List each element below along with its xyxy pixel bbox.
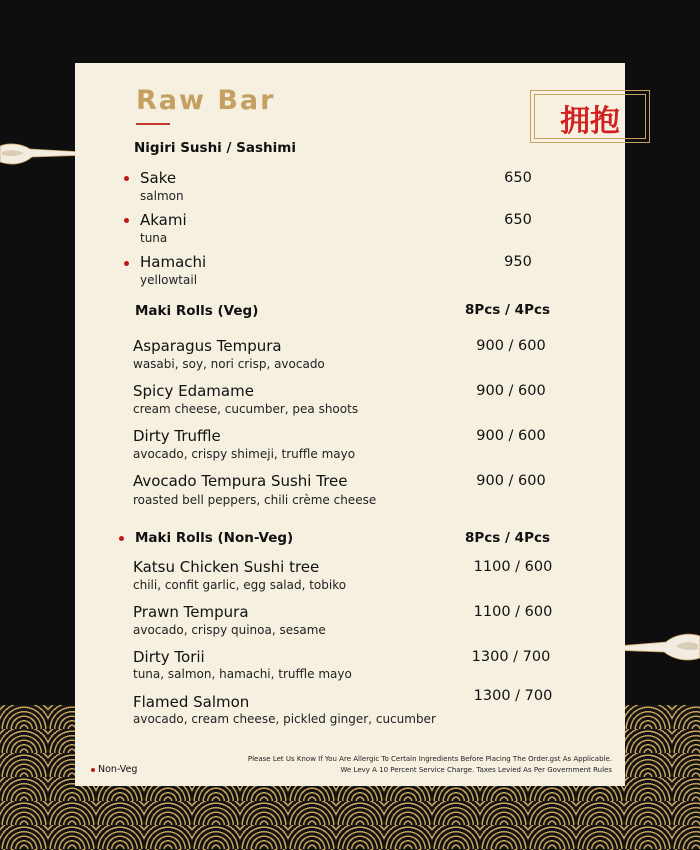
item-name: Akami bbox=[140, 211, 187, 229]
non-veg-dot-icon bbox=[119, 536, 124, 541]
item-name: Hamachi bbox=[140, 253, 207, 271]
item-description: chili, confit garlic, egg salad, tobiko bbox=[133, 578, 347, 592]
item-name: Avocado Tempura Sushi Tree bbox=[133, 472, 348, 490]
item-description: tuna bbox=[140, 231, 168, 245]
item-name: Sake bbox=[140, 169, 177, 187]
item-description: avocado, crispy shimeji, truffle mayo bbox=[133, 447, 356, 461]
item-name: Dirty Truffle bbox=[133, 427, 221, 445]
legend-non-veg bbox=[91, 764, 137, 775]
item-description: salmon bbox=[140, 189, 184, 203]
item-price: 1300 / 700 bbox=[471, 649, 551, 665]
section-heading-veg: Maki Rolls (Veg) bbox=[135, 303, 259, 319]
item-name: Spicy Edamame bbox=[133, 382, 254, 400]
item-name: Dirty Torii bbox=[133, 648, 205, 666]
allergy-note: Please Let Us Know If You Are Allergic To Certain Ingredients Before Placing The Order.gst As Applicable. bbox=[247, 755, 612, 763]
item-price: 950 bbox=[504, 254, 532, 270]
item-name: Asparagus Tempura bbox=[133, 337, 282, 355]
logo-frame bbox=[530, 90, 650, 143]
item-name: Prawn Tempura bbox=[133, 603, 249, 621]
non-veg-dot-icon bbox=[91, 768, 95, 772]
item-price: 900 / 600 bbox=[476, 383, 546, 399]
title-underline bbox=[136, 123, 170, 125]
portion-header: 8Pcs / 4Pcs bbox=[465, 530, 550, 546]
item-name: Flamed Salmon bbox=[133, 693, 250, 711]
item-description: cream cheese, cucumber, pea shoots bbox=[133, 402, 359, 416]
menu-title: Raw Bar bbox=[136, 85, 276, 116]
item-price: 650 bbox=[504, 212, 532, 228]
item-description: avocado, crispy quinoa, sesame bbox=[133, 623, 326, 637]
section-heading-nigiri: Nigiri Sushi / Sashimi bbox=[134, 140, 296, 156]
item-description: avocado, cream cheese, pickled ginger, cucumber bbox=[133, 712, 436, 726]
service-charge-note: We Levy A 10 Percent Service Charge. Taxes Levied As Per Government Rules bbox=[340, 766, 612, 774]
item-price: 650 bbox=[504, 170, 532, 186]
item-description: wasabi, soy, nori crisp, avocado bbox=[133, 357, 325, 371]
item-description: yellowtail bbox=[140, 273, 198, 287]
section-heading-nonveg: Maki Rolls (Non-Veg) bbox=[135, 530, 294, 546]
item-price: 1100 / 600 bbox=[473, 559, 553, 575]
item-price: 900 / 600 bbox=[476, 428, 546, 444]
portion-header: 8Pcs / 4Pcs bbox=[465, 302, 550, 318]
brand-logo: 拥抱 bbox=[560, 104, 620, 139]
item-description: roasted bell peppers, chili crème cheese bbox=[133, 493, 377, 507]
item-price: 900 / 600 bbox=[476, 473, 546, 489]
item-price: 1100 / 600 bbox=[473, 604, 553, 620]
item-description: tuna, salmon, hamachi, truffle mayo bbox=[133, 667, 352, 681]
item-price: 1300 / 700 bbox=[473, 688, 553, 704]
legend-label: Non-Veg bbox=[98, 764, 138, 775]
menu-page bbox=[75, 63, 625, 786]
item-name: Katsu Chicken Sushi tree bbox=[133, 558, 320, 576]
non-veg-dot-icon bbox=[124, 261, 129, 266]
non-veg-dot-icon bbox=[124, 176, 129, 181]
item-price: 900 / 600 bbox=[476, 338, 546, 354]
non-veg-dot-icon bbox=[124, 218, 129, 223]
